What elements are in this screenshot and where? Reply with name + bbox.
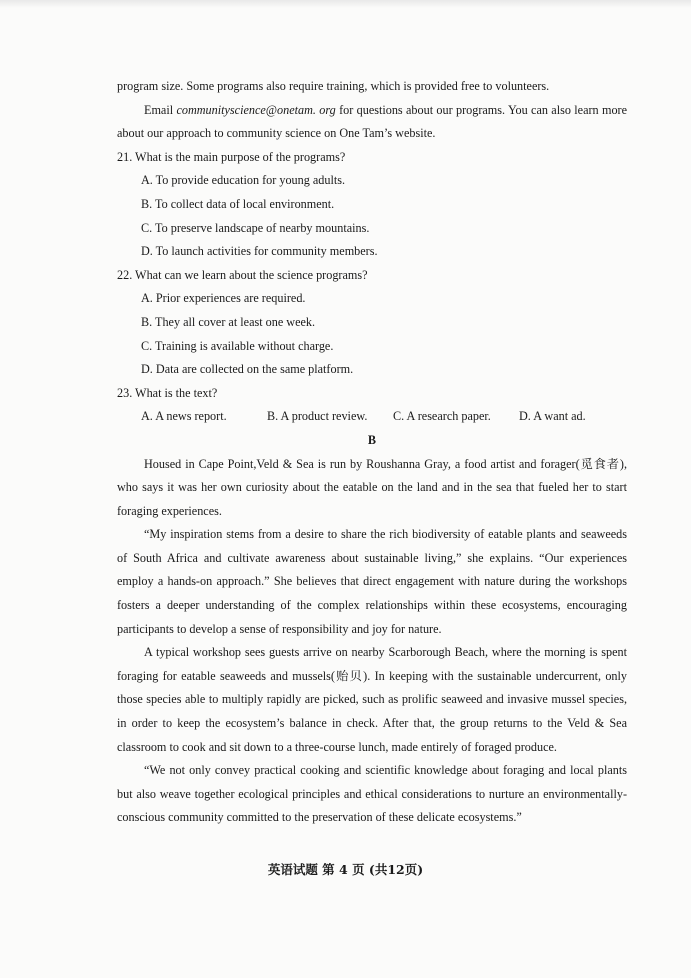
question-21-option-a: A. To provide education for young adults. <box>141 173 346 188</box>
page-footer: 英语试题 第 4 页 (共12页) <box>267 862 424 877</box>
scan-edge-shadow <box>0 0 691 8</box>
question-23-option-c: C. A research paper. <box>393 409 491 424</box>
passage-a-line: program size. Some programs also require training, which is provided free to volunteers. <box>117 79 550 93</box>
question-21-option-b: B. To collect data of local environment. <box>141 196 335 211</box>
passage-b-paragraph-4: “We not only convey practical cooking and scientific knowledge about foraging and local plants but also weave together ecological principles and ethical considerations to nurture an environmentally-conscious community committed to the preservation of these delicate ecosystems.” <box>117 763 627 825</box>
page-content <box>117 75 627 830</box>
question-22-option-a: A. Prior experiences are required. <box>141 291 306 306</box>
question-22-option-c: C. Training is available without charge. <box>141 338 334 353</box>
question-21-stem: 21. What is the main purpose of the programs? <box>117 149 346 164</box>
email-prefix: Email <box>144 102 177 117</box>
question-23-option-b: B. A product review. <box>267 409 368 424</box>
passage-b-paragraph-3: A typical workshop sees guests arrive on nearby Scarborough Beach, where the morning is spent foraging for eatable seaweeds and mussels(贻贝). In keeping with the sustainable undercurrent, only those species able to multiply rapidly are picked, such as prolific seaweed and invasive mussel species, in order to keep the ecosystem’s balance in check. After that, the group returns to the Veld & Sea classroom to cook and sit down to a three-course lunch, made entirely of foraged produce. <box>117 645 627 754</box>
section-b-heading: B <box>367 432 377 447</box>
question-23-option-a: A. A news report. <box>141 409 227 424</box>
passage-b-paragraph-1: Housed in Cape Point,Veld & Sea is run by Roushanna Gray, a food artist and forager(觅食者), who says it was her own curiosity about the eatable on the land and in the sea that fueled her to start foraging experiences. <box>117 456 627 518</box>
question-22-option-b: B. They all cover at least one week. <box>141 314 316 329</box>
question-23-stem: 23. What is the text? <box>117 385 218 400</box>
question-22-stem: 22. What can we learn about the science programs? <box>117 267 368 282</box>
email-address: communityscience@onetam. org <box>176 102 336 117</box>
question-21-option-c: C. To preserve landscape of nearby mountains. <box>141 220 370 235</box>
email-suffix: for questions about our programs. You can also learn more about our approach to community science on One Tam’s website. <box>117 102 628 141</box>
question-21-option-d: D. To launch activities for community members. <box>141 244 378 259</box>
question-23-options <box>141 405 627 429</box>
passage-a-email-paragraph <box>117 99 627 146</box>
question-22-option-d: D. Data are collected on the same platform. <box>141 362 354 377</box>
question-23-option-d: D. A want ad. <box>519 409 586 424</box>
passage-b-paragraph-2: “My inspiration stems from a desire to share the rich biodiversity of eatable plants and seaweeds of South Africa and cultivate awareness about sustainable living,” she explains. “Our experiences employ a hands-on approach.” She believes that direct engagement with nature during the workshops fosters a deeper understanding of the complex relationships within these ecosystems, encouraging participants to develop a sense of responsibility and joy for nature. <box>117 527 627 636</box>
